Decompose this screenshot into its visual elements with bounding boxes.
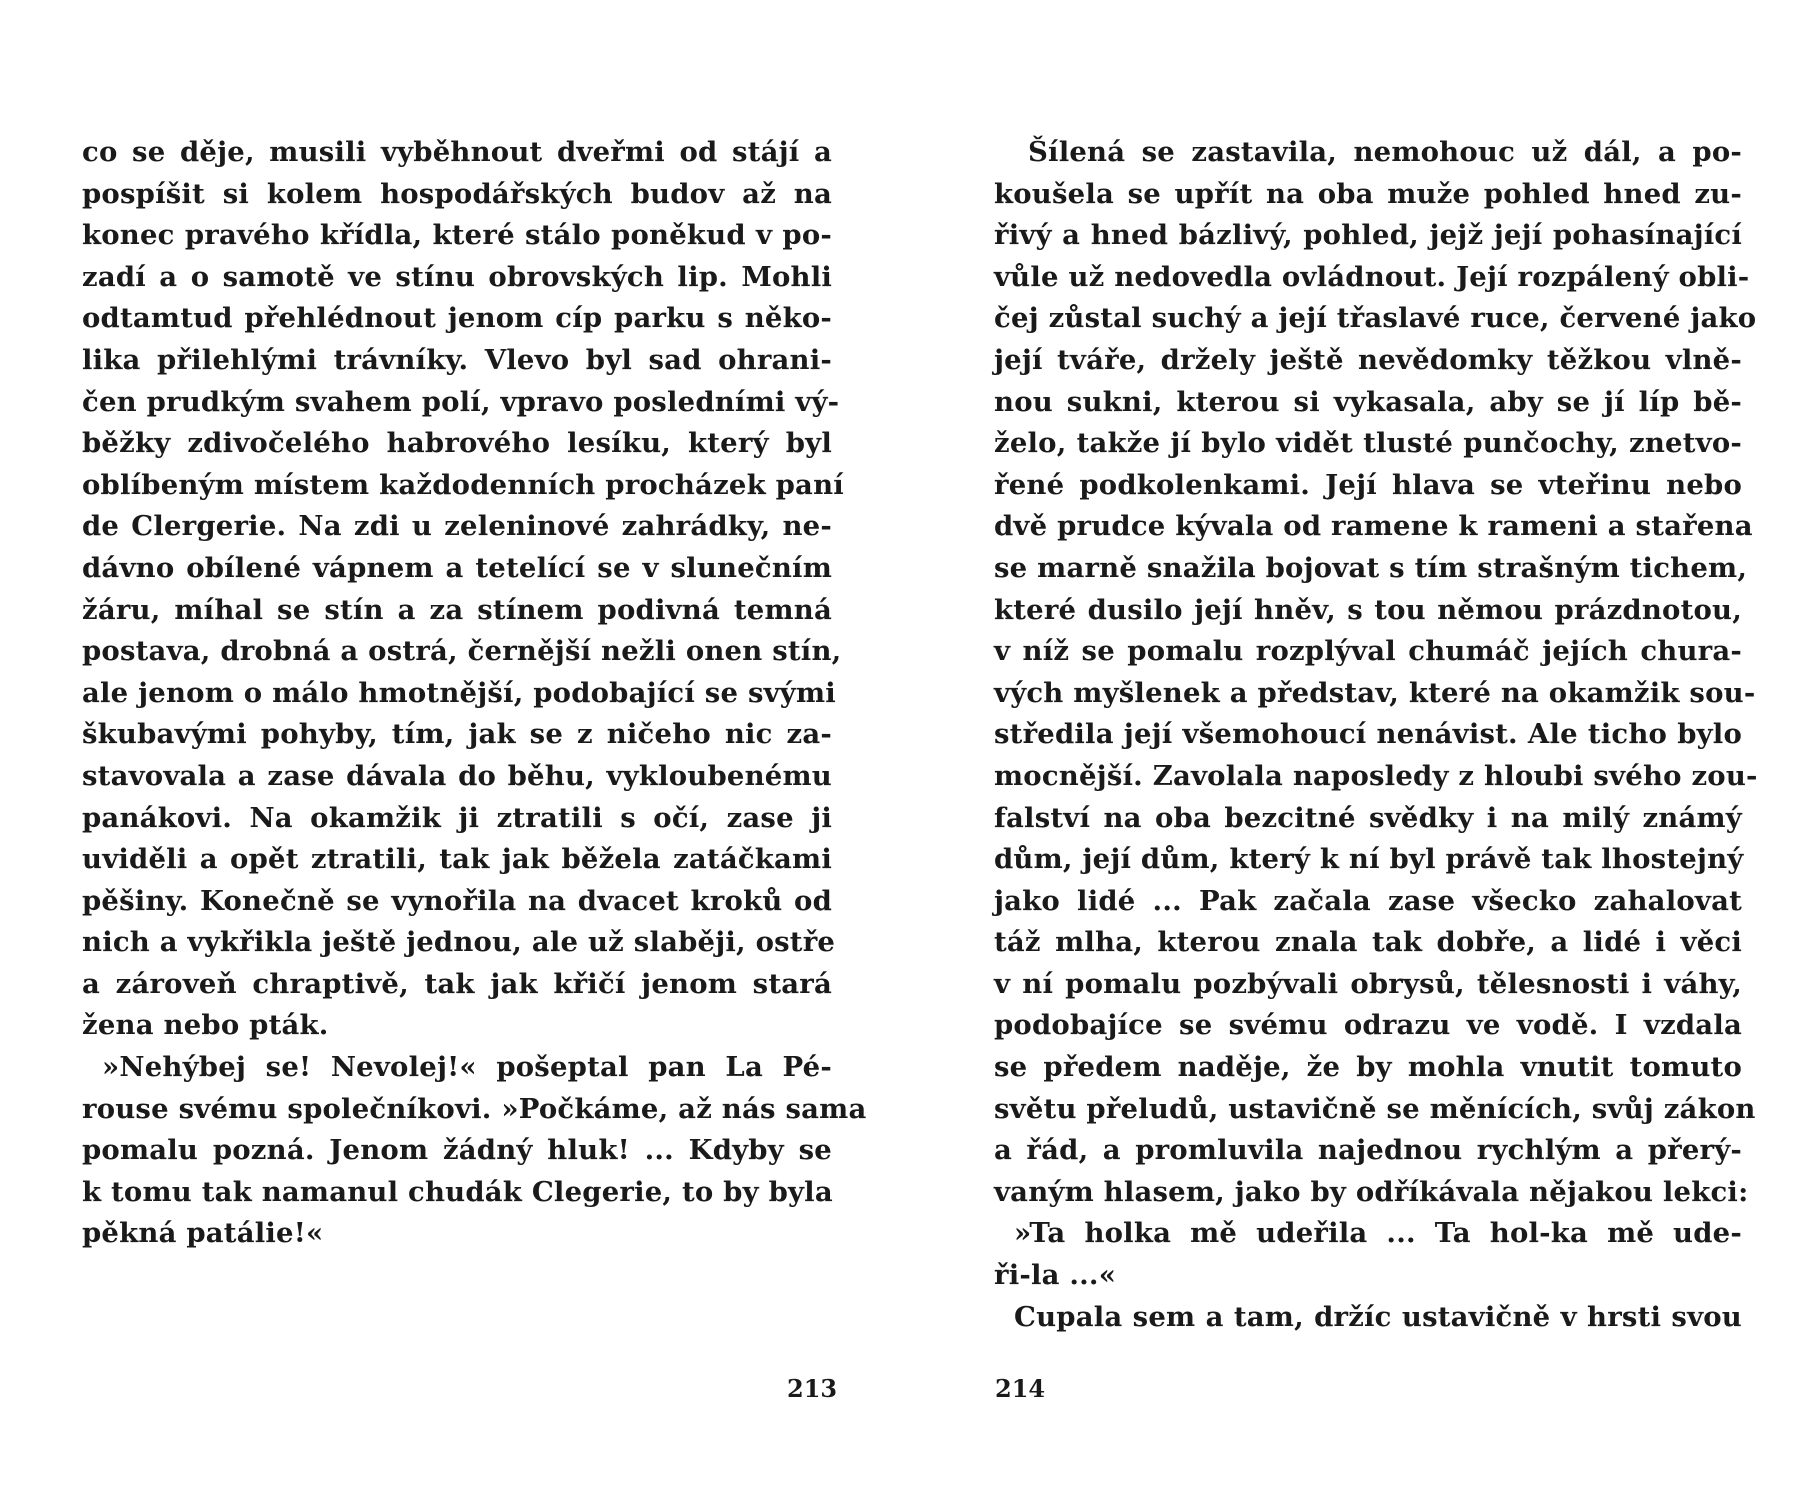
text-line: středila její všemohoucí nenávist. Ale ticho bylo: [994, 718, 1742, 751]
text-line: falství na oba bezcitné svědky i na milý známý: [994, 801, 1742, 834]
text-line: škubavými pohyby, tím, jak se z ničeho nic za-: [82, 718, 832, 751]
text-line: zadí a o samotě ve stínu obrovských lip. Mohli: [82, 260, 832, 293]
text-line: uviděli a opět ztratili, tak jak běžela zatáčkami: [82, 843, 832, 876]
text-line: »Nehýbej se! Nevolej!« pošeptal pan La Pé-: [102, 1051, 832, 1084]
text-line: řivý a hned bázlivý, pohled, jejž její pohasínající: [994, 219, 1742, 252]
right-page-text: [994, 132, 1758, 1338]
text-line: nich a vykřikla ještě jednou, ale už slaběji, ostře: [82, 926, 836, 959]
text-line: pospíšit si kolem hospodářských budov až na: [82, 177, 832, 210]
page-number-right: 214: [995, 1374, 1046, 1403]
text-line: řené podkolenkami. Její hlava se vteřinu nebo: [994, 468, 1742, 501]
text-line: žena nebo pták.: [82, 1009, 329, 1042]
text-line: její tváře, držely ještě nevědomky těžkou vlně-: [994, 343, 1742, 376]
text-line: které dusilo její hněv, s tou němou prázdnotou,: [994, 593, 1742, 626]
text-line: světu přeludů, ustavičně se měnících, svůj zákon: [994, 1092, 1756, 1125]
text-line: oblíbeným místem každodenních procházek paní: [82, 468, 844, 501]
text-line: želo, takže jí bylo vidět tlusté punčochy, znetvo-: [994, 427, 1742, 460]
text-line: Cupala sem a tam, držíc ustavičně v hrsti svou: [1014, 1300, 1742, 1333]
text-line: čej zůstal suchý a její třaslavé ruce, červené jako: [994, 302, 1757, 335]
text-line: ale jenom o málo hmotnější, podobající se svými: [82, 676, 836, 709]
page-number-left: 213: [787, 1374, 838, 1403]
text-line: a zároveň chraptivě, tak jak křičí jenom stará: [82, 967, 832, 1000]
text-line: de Clergerie. Na zdi u zeleninové zahrádky, ne-: [82, 510, 832, 543]
text-line: panákovi. Na okamžik ji ztratili s očí, zase ji: [82, 801, 832, 834]
left-page-text: [82, 132, 867, 1255]
text-line: táž mlha, kterou znala tak dobře, a lidé i věci: [994, 926, 1742, 959]
text-line: lika přilehlými trávníky. Vlevo byl sad ohrani-: [82, 343, 832, 376]
text-line: odtamtud přehlédnout jenom cíp parku s něko-: [82, 302, 832, 335]
text-line: koušela se upřít na oba muže pohled hned zu-: [994, 177, 1742, 210]
text-line: ři-la ...«: [994, 1259, 1117, 1292]
text-line: nou sukni, kterou si vykasala, aby se jí líp bě-: [994, 385, 1742, 418]
text-line: běžky zdivočelého habrového lesíku, který byl: [82, 427, 832, 460]
text-line: a řád, a promluvila najednou rychlým a přerý-: [994, 1134, 1742, 1167]
text-line: dávno obílené vápnem a tetelící se v slunečním: [82, 551, 832, 584]
text-line: pěkná patálie!«: [82, 1217, 324, 1250]
text-line: pomalu pozná. Jenom žádný hluk! ... Kdyby se: [82, 1134, 832, 1167]
text-line: »Ta holka mě udeřila ... Ta hol-ka mě ude-: [1014, 1217, 1742, 1250]
text-line: v níž se pomalu rozplýval chumáč jejích chura-: [994, 635, 1742, 668]
text-line: dvě prudce kývala od ramene k rameni a stařena: [994, 510, 1753, 543]
text-line: se předem naděje, že by mohla vnutit tomuto: [994, 1051, 1742, 1084]
text-line: vaným hlasem, jako by odříkávala nějakou lekci:: [994, 1175, 1749, 1208]
text-line: co se děje, musili vyběhnout dveřmi od stájí a: [82, 136, 832, 168]
text-line: podobajíce se svému odrazu ve vodě. I vzdala: [994, 1009, 1742, 1042]
text-line: se marně snažila bojovat s tím strašným tichem,: [994, 551, 1748, 584]
text-line: čen prudkým svahem polí, vpravo posledními vý-: [82, 385, 840, 418]
text-line: vých myšlenek a představ, které na okamžik sou-: [994, 676, 1756, 709]
text-line: žáru, míhal se stín a za stínem podivná temná: [82, 593, 832, 626]
text-line: vůle už nedovedla ovládnout. Její rozpálený obli-: [994, 260, 1750, 293]
text-line: konec pravého křídla, které stálo poněkud v po-: [82, 219, 832, 252]
text-line: v ní pomalu pozbývali obrysů, tělesnosti i váhy,: [994, 967, 1742, 1000]
text-line: stavovala a zase dávala do běhu, vykloubenému: [82, 759, 832, 792]
text-line: Šílená se zastavila, nemohouc už dál, a po-: [1028, 136, 1742, 168]
text-line: dům, její dům, který k ní byl právě tak lhostejný: [994, 843, 1744, 876]
text-line: k tomu tak namanul chudák Clegerie, to by byla: [82, 1175, 833, 1208]
text-line: pěšiny. Konečně se vynořila na dvacet kroků od: [82, 884, 832, 917]
text-line: rouse svému společníkovi. »Počkáme, až nás sama: [82, 1092, 867, 1125]
text-line: mocnější. Zavolala naposledy z hloubi svého zou-: [994, 759, 1758, 792]
text-line: jako lidé ... Pak začala zase všecko zahalovat: [994, 884, 1742, 917]
text-line: postava, drobná a ostrá, černější nežli onen stín,: [82, 635, 842, 668]
